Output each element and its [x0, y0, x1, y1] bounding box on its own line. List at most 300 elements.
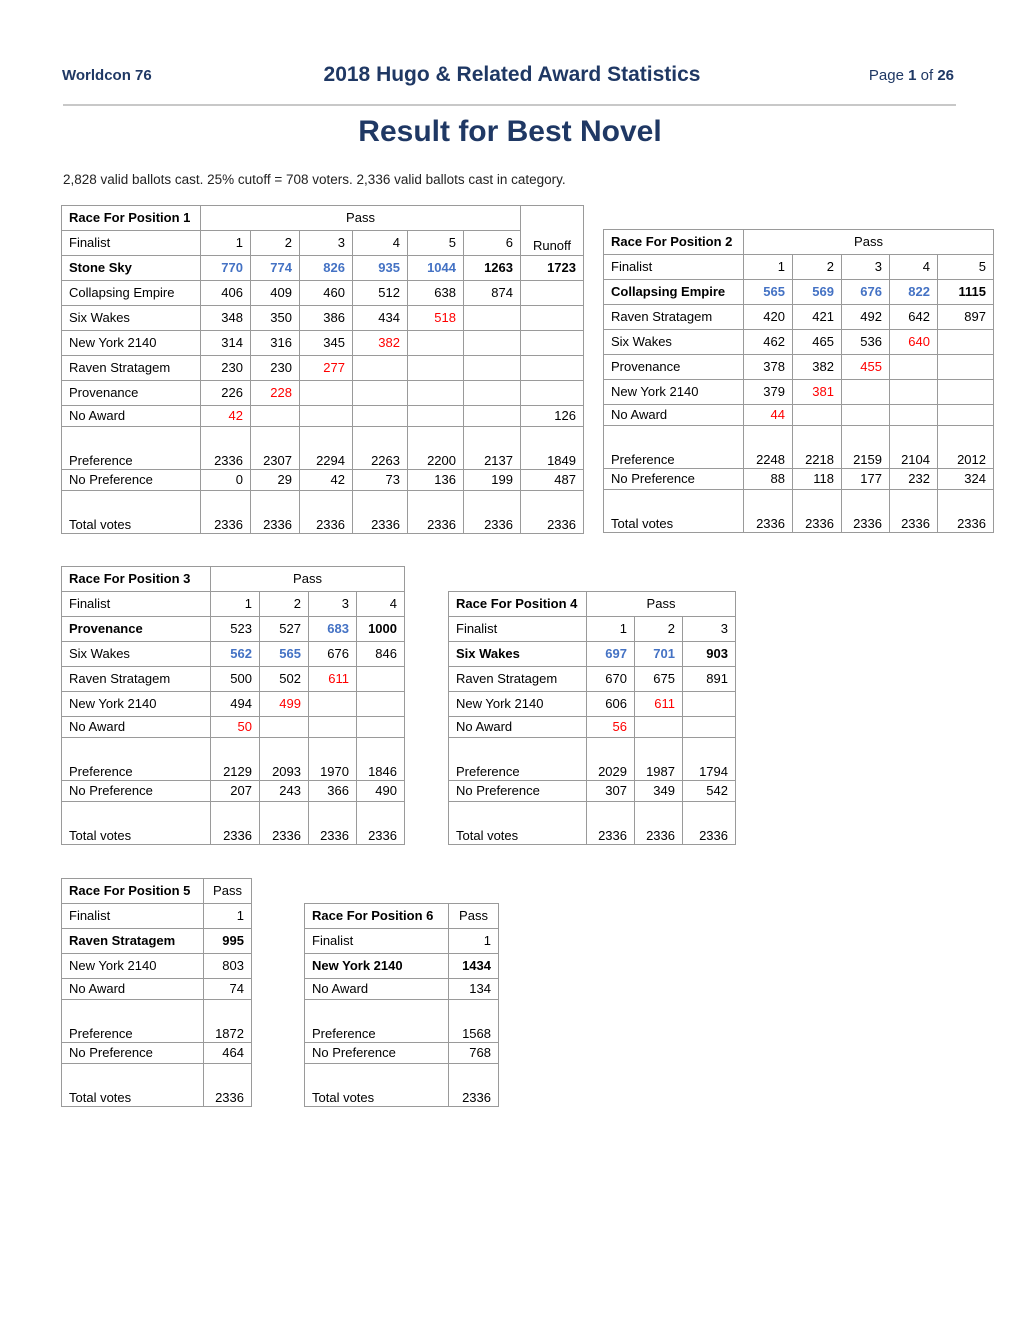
vote-count: 50 [211, 717, 260, 738]
finalist-name: Raven Stratagem [62, 356, 201, 381]
vote-count [938, 380, 994, 405]
vote-count [842, 380, 890, 405]
pass-number: 4 [357, 592, 405, 617]
pass-number: 6 [464, 231, 521, 256]
table-row [604, 355, 994, 380]
ballot-summary: 2,828 valid ballots cast. 25% cutoff = 708 voters. 2,336 valid ballots cast in category. [63, 172, 566, 187]
runoff-label: Runoff [521, 206, 584, 256]
pass-number: 1 [449, 929, 499, 954]
total-row [62, 802, 405, 845]
pass-number: 3 [842, 255, 890, 280]
finalist-name: Collapsing Empire [604, 280, 744, 305]
vote-count: 846 [357, 642, 405, 667]
vote-count: 2336 [204, 1064, 252, 1107]
row-label: Preference [62, 427, 201, 470]
preference-row [449, 738, 736, 781]
runoff-count: 1723 [521, 256, 584, 281]
vote-count: 891 [683, 667, 736, 692]
vote-count: 345 [300, 331, 353, 356]
vote-count [353, 381, 408, 406]
vote-count: 2336 [635, 802, 683, 845]
race-heading: Race For Position 6 [305, 904, 449, 929]
vote-count: 2336 [464, 491, 521, 534]
vote-count: 502 [260, 667, 309, 692]
header-rule [63, 104, 956, 106]
finalist-name: Raven Stratagem [62, 667, 211, 692]
vote-count: 366 [309, 781, 357, 802]
runoff-count [521, 281, 584, 306]
vote-count: 465 [793, 330, 842, 355]
finalist-name: New York 2140 [604, 380, 744, 405]
pass-label: Pass [204, 879, 252, 904]
page-title: Result for Best Novel [358, 115, 662, 148]
vote-count: 409 [251, 281, 300, 306]
vote-count [464, 306, 521, 331]
vote-count [353, 356, 408, 381]
vote-count: 2294 [300, 427, 353, 470]
table-row [62, 256, 584, 281]
vote-count: 462 [744, 330, 793, 355]
vote-count: 134 [449, 979, 499, 1000]
pass-number: 1 [587, 617, 635, 642]
finalist-name: No Award [62, 979, 204, 1000]
vote-count [938, 330, 994, 355]
race-1-table [61, 205, 584, 534]
pass-number: 1 [744, 255, 793, 280]
vote-count: 2248 [744, 426, 793, 469]
vote-count [408, 381, 464, 406]
row-label: Total votes [449, 802, 587, 845]
vote-count: 536 [842, 330, 890, 355]
vote-count: 903 [683, 642, 736, 667]
preference-row [62, 427, 584, 470]
vote-count: 2137 [464, 427, 521, 470]
race-heading: Race For Position 3 [62, 567, 211, 592]
finalist-label: Finalist [305, 929, 449, 954]
vote-count [890, 355, 938, 380]
vote-count: 1987 [635, 738, 683, 781]
row-label: No Preference [305, 1043, 449, 1064]
pass-number: 1 [204, 904, 252, 929]
vote-count: 768 [449, 1043, 499, 1064]
vote-count: 822 [890, 280, 938, 305]
vote-count: 642 [890, 305, 938, 330]
vote-count: 1846 [357, 738, 405, 781]
table-row [62, 381, 584, 406]
row-label: No Preference [449, 781, 587, 802]
vote-count: 307 [587, 781, 635, 802]
preference-row [62, 738, 405, 781]
finalist-label: Finalist [449, 617, 587, 642]
table-row [62, 306, 584, 331]
vote-count: 316 [251, 331, 300, 356]
preference-row [305, 1000, 499, 1043]
vote-count: 243 [260, 781, 309, 802]
vote-count: 2336 [938, 490, 994, 533]
vote-count: 434 [353, 306, 408, 331]
vote-count: 1263 [464, 256, 521, 281]
finalist-name: No Award [62, 717, 211, 738]
row-label: Preference [62, 738, 211, 781]
vote-count: 455 [842, 355, 890, 380]
row-label: Total votes [62, 1064, 204, 1107]
vote-count: 2336 [842, 490, 890, 533]
finalist-name: Raven Stratagem [604, 305, 744, 330]
vote-count: 44 [744, 405, 793, 426]
finalist-label: Finalist [62, 231, 201, 256]
table-row [604, 305, 994, 330]
vote-count: 1115 [938, 280, 994, 305]
vote-count [464, 356, 521, 381]
vote-count [842, 405, 890, 426]
pass-number: 2 [635, 617, 683, 642]
pass-number: 5 [408, 231, 464, 256]
vote-count: 29 [251, 470, 300, 491]
vote-count [408, 356, 464, 381]
vote-count [309, 717, 357, 738]
vote-count: 683 [309, 617, 357, 642]
vote-count: 314 [201, 331, 251, 356]
pass-label: Pass [587, 592, 736, 617]
pass-label: Pass [744, 230, 994, 255]
vote-count: 606 [587, 692, 635, 717]
vote-count: 74 [204, 979, 252, 1000]
finalist-name: New York 2140 [449, 692, 587, 717]
finalist-name: Provenance [62, 381, 201, 406]
vote-count: 118 [793, 469, 842, 490]
vote-count [300, 381, 353, 406]
vote-count: 2336 [408, 491, 464, 534]
vote-count: 386 [300, 306, 353, 331]
vote-count: 518 [408, 306, 464, 331]
finalist-name: Provenance [604, 355, 744, 380]
header-page [869, 67, 954, 84]
finalist-name: No Award [62, 406, 201, 427]
finalist-name: New York 2140 [305, 954, 449, 979]
pass-number: 2 [260, 592, 309, 617]
vote-count: 2307 [251, 427, 300, 470]
vote-count: 421 [793, 305, 842, 330]
vote-count: 1794 [683, 738, 736, 781]
runoff-count: 126 [521, 406, 584, 427]
vote-count: 277 [300, 356, 353, 381]
vote-count [938, 405, 994, 426]
runoff-count: 2336 [521, 491, 584, 534]
vote-count [251, 406, 300, 427]
vote-count: 697 [587, 642, 635, 667]
table-row [62, 929, 252, 954]
vote-count: 88 [744, 469, 793, 490]
vote-count: 42 [300, 470, 353, 491]
row-label: No Preference [62, 1043, 204, 1064]
vote-count: 56 [587, 717, 635, 738]
vote-count: 676 [309, 642, 357, 667]
total-row [305, 1064, 499, 1107]
row-label: No Preference [62, 781, 211, 802]
vote-count: 512 [353, 281, 408, 306]
header-title: 2018 Hugo & Related Award Statistics [323, 63, 701, 86]
row-label: Preference [62, 1000, 204, 1043]
header-org: Worldcon 76 [62, 67, 152, 84]
finalist-name: Six Wakes [449, 642, 587, 667]
runoff-count [521, 306, 584, 331]
vote-count: 565 [260, 642, 309, 667]
vote-count: 381 [793, 380, 842, 405]
table-row [62, 954, 252, 979]
vote-count: 995 [204, 929, 252, 954]
vote-count: 406 [201, 281, 251, 306]
finalist-name: Stone Sky [62, 256, 201, 281]
table-row [305, 954, 499, 979]
vote-count: 2336 [309, 802, 357, 845]
race-3-table [61, 566, 405, 845]
pass-label: Pass [211, 567, 405, 592]
vote-count [408, 331, 464, 356]
vote-count: 897 [938, 305, 994, 330]
vote-count: 640 [890, 330, 938, 355]
vote-count [464, 331, 521, 356]
vote-count: 230 [201, 356, 251, 381]
table-row [62, 331, 584, 356]
runoff-count [521, 331, 584, 356]
vote-count: 348 [201, 306, 251, 331]
no-preference-row [62, 781, 405, 802]
vote-count: 2159 [842, 426, 890, 469]
vote-count: 207 [211, 781, 260, 802]
race-4-table [448, 591, 736, 845]
vote-count [408, 406, 464, 427]
table-row [62, 667, 405, 692]
vote-count: 2263 [353, 427, 408, 470]
pass-label: Pass [449, 904, 499, 929]
vote-count [464, 381, 521, 406]
table-row [604, 330, 994, 355]
table-row [305, 979, 499, 1000]
vote-count: 492 [842, 305, 890, 330]
page-number: 1 [908, 67, 917, 84]
vote-count: 675 [635, 667, 683, 692]
table-row [62, 406, 584, 427]
vote-count: 500 [211, 667, 260, 692]
table-row [62, 642, 405, 667]
vote-count: 676 [842, 280, 890, 305]
row-label: Preference [604, 426, 744, 469]
vote-count: 464 [204, 1043, 252, 1064]
total-row [62, 1064, 252, 1107]
row-label: Total votes [305, 1064, 449, 1107]
page-label: Page [868, 67, 904, 84]
preference-row [604, 426, 994, 469]
vote-count [890, 405, 938, 426]
vote-count: 230 [251, 356, 300, 381]
vote-count: 611 [635, 692, 683, 717]
vote-count [938, 355, 994, 380]
pass-label: Pass [201, 206, 521, 231]
runoff-count: 1849 [521, 427, 584, 470]
vote-count: 460 [300, 281, 353, 306]
vote-count: 350 [251, 306, 300, 331]
finalist-name: No Award [604, 405, 744, 426]
pass-number: 2 [793, 255, 842, 280]
finalist-label: Finalist [604, 255, 744, 280]
total-row [62, 491, 584, 534]
no-preference-row [305, 1043, 499, 1064]
vote-count: 2336 [449, 1064, 499, 1107]
vote-count: 382 [353, 331, 408, 356]
vote-count: 2336 [211, 802, 260, 845]
row-label: Preference [449, 738, 587, 781]
vote-count: 2218 [793, 426, 842, 469]
no-preference-row [449, 781, 736, 802]
vote-count: 199 [464, 470, 521, 491]
table-row [604, 405, 994, 426]
pass-number: 3 [309, 592, 357, 617]
vote-count: 2336 [201, 427, 251, 470]
finalist-label: Finalist [62, 592, 211, 617]
vote-count: 349 [635, 781, 683, 802]
page-of-label: of [920, 67, 934, 84]
vote-count: 611 [309, 667, 357, 692]
vote-count: 1044 [408, 256, 464, 281]
vote-count: 2336 [260, 802, 309, 845]
finalist-name: Six Wakes [62, 642, 211, 667]
vote-count [793, 405, 842, 426]
race-heading: Race For Position 5 [62, 879, 204, 904]
finalist-name: Provenance [62, 617, 211, 642]
vote-count: 2104 [890, 426, 938, 469]
vote-count: 420 [744, 305, 793, 330]
vote-count: 774 [251, 256, 300, 281]
vote-count: 527 [260, 617, 309, 642]
pass-number: 1 [201, 231, 251, 256]
table-row [62, 717, 405, 738]
finalist-name: No Award [305, 979, 449, 1000]
finalist-name: New York 2140 [62, 692, 211, 717]
row-label: Total votes [62, 802, 211, 845]
vote-count [357, 667, 405, 692]
runoff-count: 487 [521, 470, 584, 491]
table-row [449, 642, 736, 667]
vote-count: 874 [464, 281, 521, 306]
race-heading: Race For Position 1 [62, 206, 201, 231]
no-preference-row [604, 469, 994, 490]
vote-count: 0 [201, 470, 251, 491]
vote-count: 2129 [211, 738, 260, 781]
vote-count: 2336 [890, 490, 938, 533]
total-row [449, 802, 736, 845]
vote-count: 2336 [793, 490, 842, 533]
finalist-label: Finalist [62, 904, 204, 929]
row-label: Total votes [604, 490, 744, 533]
vote-count: 2336 [357, 802, 405, 845]
vote-count: 770 [201, 256, 251, 281]
vote-count: 490 [357, 781, 405, 802]
vote-count [635, 717, 683, 738]
vote-count: 2336 [587, 802, 635, 845]
vote-count: 803 [204, 954, 252, 979]
race-heading: Race For Position 2 [604, 230, 744, 255]
vote-count: 494 [211, 692, 260, 717]
table-row [449, 717, 736, 738]
table-row [62, 692, 405, 717]
vote-count: 499 [260, 692, 309, 717]
vote-count: 523 [211, 617, 260, 642]
table-row [449, 692, 736, 717]
race-heading: Race For Position 4 [449, 592, 587, 617]
vote-count: 826 [300, 256, 353, 281]
vote-count: 2336 [251, 491, 300, 534]
finalist-name: No Award [449, 717, 587, 738]
vote-count: 324 [938, 469, 994, 490]
vote-count [890, 380, 938, 405]
table-row [62, 281, 584, 306]
vote-count [309, 692, 357, 717]
vote-count: 177 [842, 469, 890, 490]
vote-count: 562 [211, 642, 260, 667]
vote-count: 2336 [300, 491, 353, 534]
total-row [604, 490, 994, 533]
vote-count: 638 [408, 281, 464, 306]
vote-count: 379 [744, 380, 793, 405]
preference-row [62, 1000, 252, 1043]
no-preference-row [62, 470, 584, 491]
vote-count: 565 [744, 280, 793, 305]
vote-count: 2093 [260, 738, 309, 781]
vote-count: 542 [683, 781, 736, 802]
table-row [604, 280, 994, 305]
finalist-name: New York 2140 [62, 331, 201, 356]
finalist-name: Six Wakes [604, 330, 744, 355]
finalist-name: Raven Stratagem [449, 667, 587, 692]
vote-count: 670 [587, 667, 635, 692]
row-label: No Preference [62, 470, 201, 491]
pass-number: 3 [300, 231, 353, 256]
vote-count: 2336 [683, 802, 736, 845]
vote-count [357, 692, 405, 717]
row-label: Preference [305, 1000, 449, 1043]
vote-count: 42 [201, 406, 251, 427]
pass-number: 3 [683, 617, 736, 642]
vote-count: 226 [201, 381, 251, 406]
vote-count: 2336 [744, 490, 793, 533]
vote-count [357, 717, 405, 738]
vote-count: 2029 [587, 738, 635, 781]
vote-count: 1872 [204, 1000, 252, 1043]
vote-count: 2200 [408, 427, 464, 470]
race-5-table [61, 878, 252, 1107]
vote-count [464, 406, 521, 427]
table-row [62, 617, 405, 642]
finalist-name: Raven Stratagem [62, 929, 204, 954]
pass-number: 4 [890, 255, 938, 280]
runoff-count [521, 356, 584, 381]
vote-count: 1568 [449, 1000, 499, 1043]
vote-count: 701 [635, 642, 683, 667]
page-total: 26 [937, 67, 954, 84]
vote-count [683, 692, 736, 717]
no-preference-row [62, 1043, 252, 1064]
vote-count [353, 406, 408, 427]
table-row [62, 979, 252, 1000]
vote-count [683, 717, 736, 738]
pass-number: 2 [251, 231, 300, 256]
vote-count: 2336 [353, 491, 408, 534]
runoff-count [521, 381, 584, 406]
table-row [449, 667, 736, 692]
vote-count: 1434 [449, 954, 499, 979]
vote-count: 228 [251, 381, 300, 406]
vote-count [300, 406, 353, 427]
